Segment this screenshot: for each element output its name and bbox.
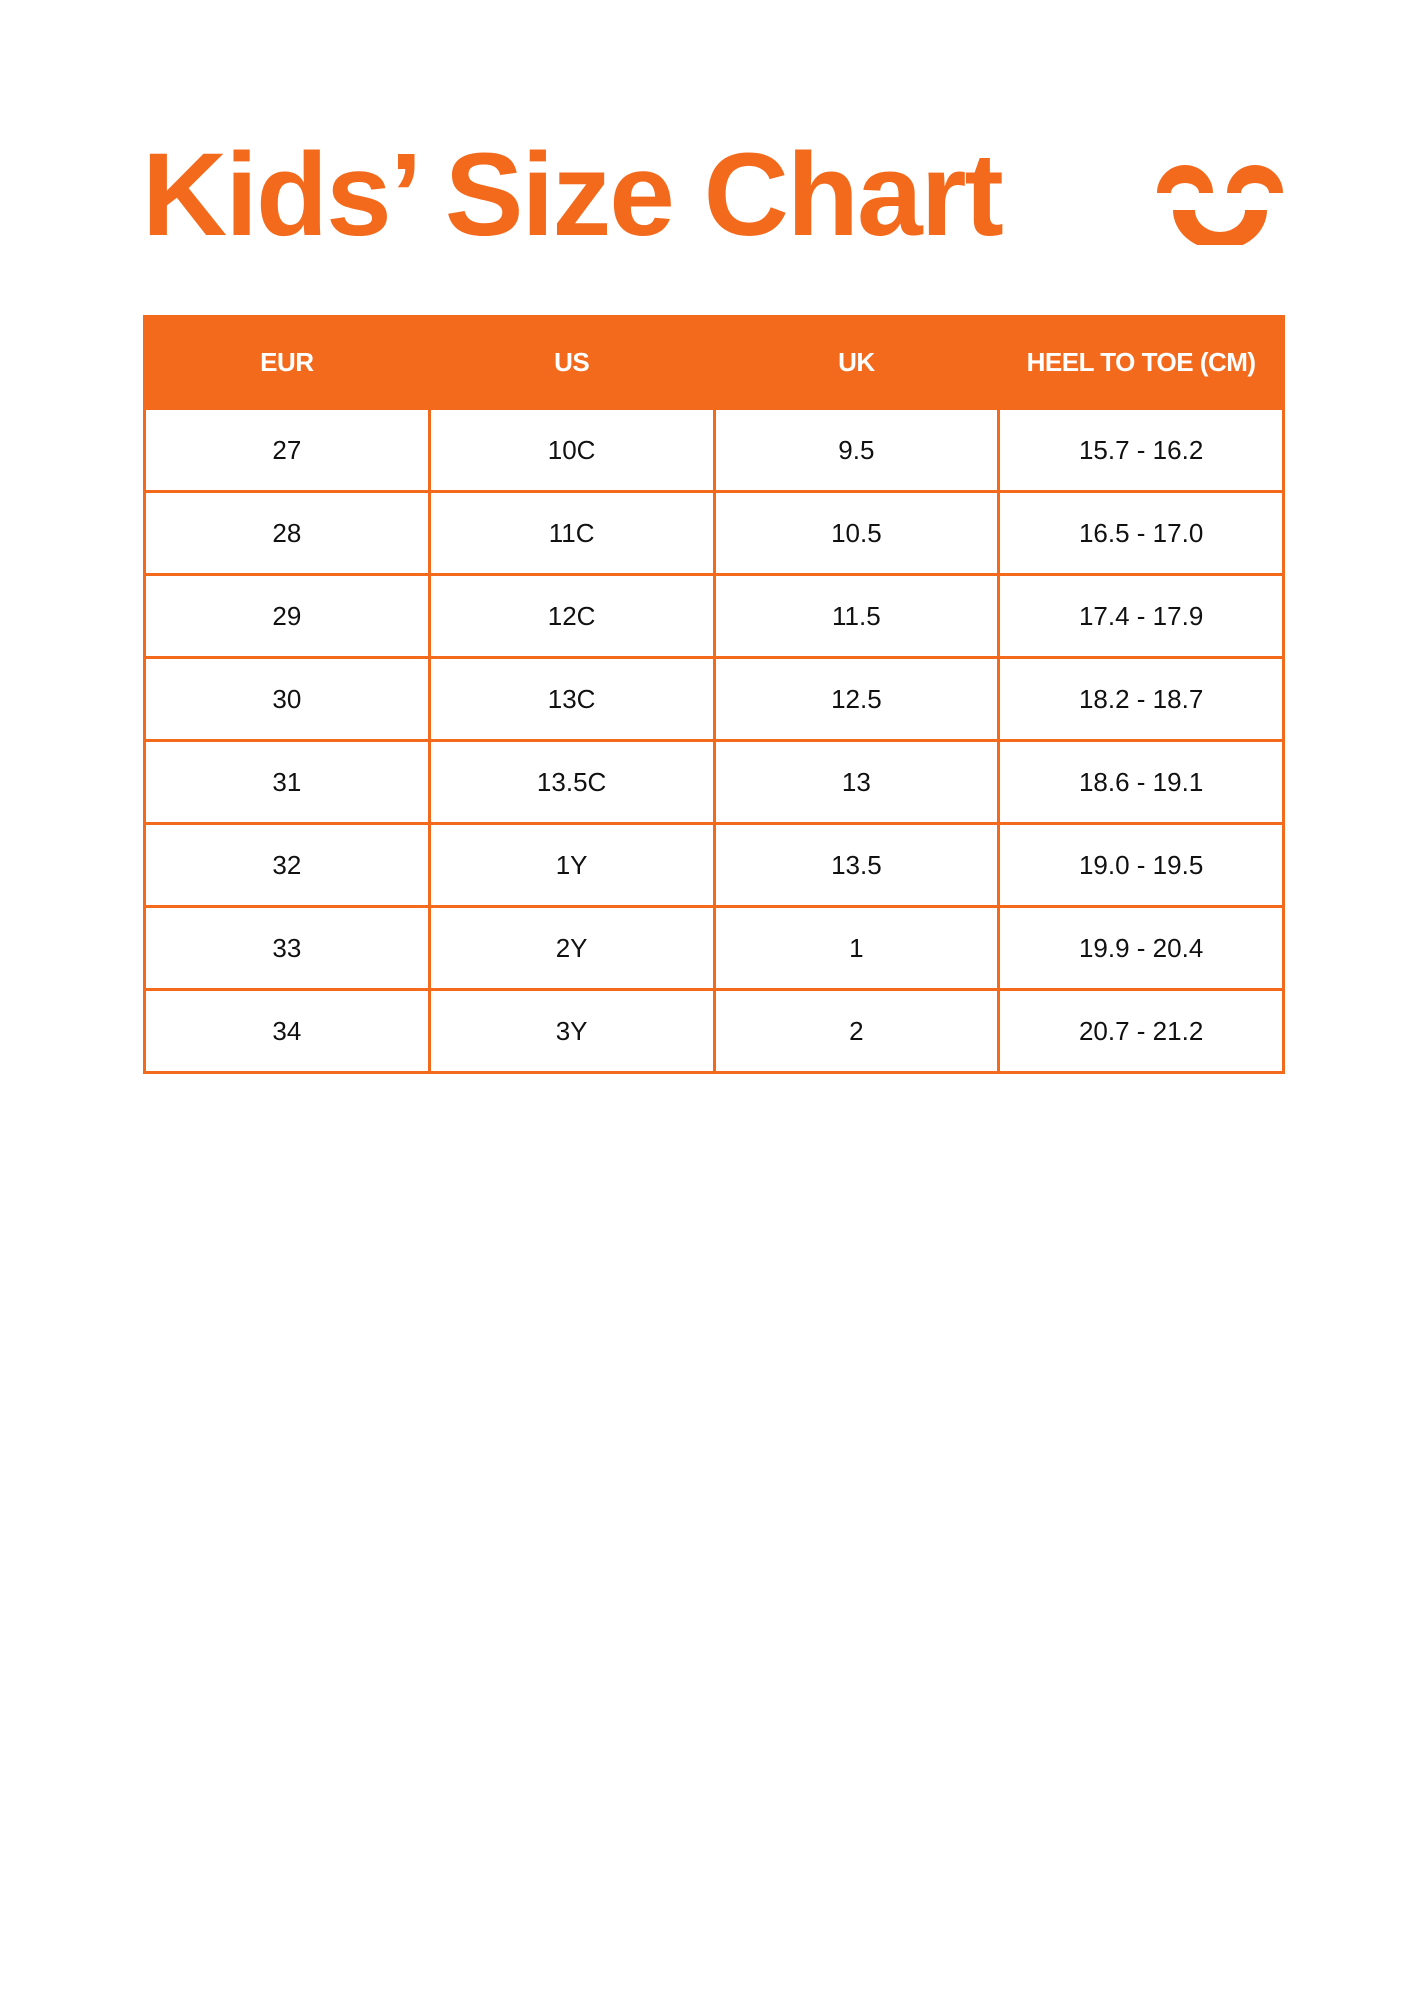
- cell-heel-to-toe: 18.2 - 18.7: [999, 658, 1284, 741]
- table-header-row: [145, 317, 1284, 409]
- cell-us: 12C: [429, 575, 714, 658]
- cell-us: 13C: [429, 658, 714, 741]
- cell-us: 13.5C: [429, 741, 714, 824]
- smiley-logo-icon: [1155, 155, 1285, 245]
- cell-eur: 34: [145, 990, 430, 1073]
- cell-heel-to-toe: 18.6 - 19.1: [999, 741, 1284, 824]
- cell-us: 11C: [429, 492, 714, 575]
- cell-uk: 13: [714, 741, 999, 824]
- cell-us: 3Y: [429, 990, 714, 1073]
- cell-heel-to-toe: 20.7 - 21.2: [999, 990, 1284, 1073]
- header-heel-to-toe: HEEL TO TOE (CM): [999, 317, 1284, 409]
- cell-eur: 30: [145, 658, 430, 741]
- table-row: [145, 990, 1284, 1073]
- cell-eur: 28: [145, 492, 430, 575]
- cell-uk: 13.5: [714, 824, 999, 907]
- header-eur: EUR: [145, 317, 430, 409]
- header-us: US: [429, 317, 714, 409]
- cell-heel-to-toe: 19.0 - 19.5: [999, 824, 1284, 907]
- cell-uk: 12.5: [714, 658, 999, 741]
- cell-uk: 11.5: [714, 575, 999, 658]
- cell-us: 2Y: [429, 907, 714, 990]
- table-row: [145, 741, 1284, 824]
- cell-heel-to-toe: 16.5 - 17.0: [999, 492, 1284, 575]
- table-row: [145, 658, 1284, 741]
- cell-eur: 29: [145, 575, 430, 658]
- cell-eur: 27: [145, 409, 430, 492]
- table-row: [145, 492, 1284, 575]
- cell-us: 1Y: [429, 824, 714, 907]
- size-chart-table: [143, 315, 1285, 1074]
- header-uk: UK: [714, 317, 999, 409]
- cell-us: 10C: [429, 409, 714, 492]
- table-row: [145, 409, 1284, 492]
- cell-eur: 31: [145, 741, 430, 824]
- table-row: [145, 575, 1284, 658]
- table-row: [145, 907, 1284, 990]
- cell-eur: 32: [145, 824, 430, 907]
- cell-eur: 33: [145, 907, 430, 990]
- page-title: Kids’ Size Chart: [142, 129, 1002, 261]
- cell-uk: 10.5: [714, 492, 999, 575]
- cell-uk: 9.5: [714, 409, 999, 492]
- cell-uk: 1: [714, 907, 999, 990]
- table-row: [145, 824, 1284, 907]
- cell-heel-to-toe: 17.4 - 17.9: [999, 575, 1284, 658]
- cell-heel-to-toe: 15.7 - 16.2: [999, 409, 1284, 492]
- cell-uk: 2: [714, 990, 999, 1073]
- cell-heel-to-toe: 19.9 - 20.4: [999, 907, 1284, 990]
